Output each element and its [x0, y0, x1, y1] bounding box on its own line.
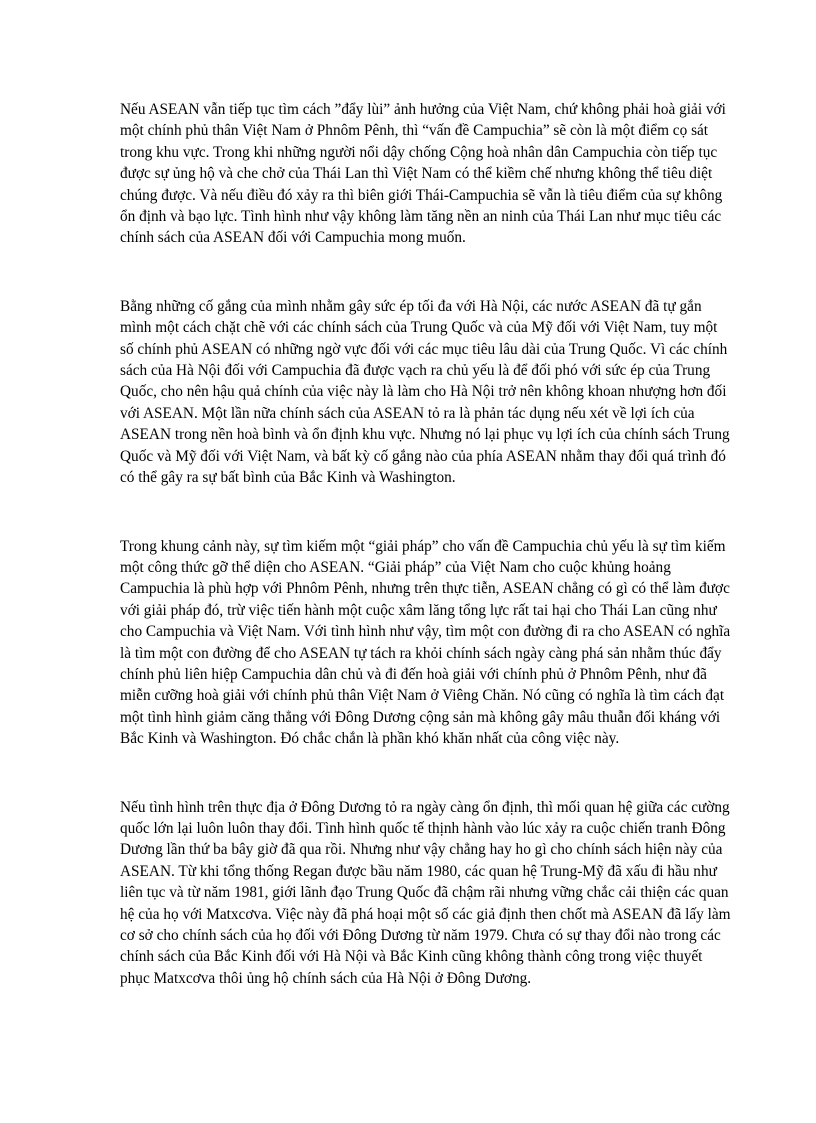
text-line: Trong khung cảnh này, sự tìm kiếm một “giải pháp” cho vấn đề Campuchia chủ yếu là sự tìm kiếm	[120, 537, 726, 555]
text-line: sách của Hà Nội đối với Campuchia đã được vạch ra chủ yếu là để đối phó với sức ép của Trung	[120, 362, 711, 380]
paragraph-1	[120, 99, 726, 249]
text-line: ASEAN. Từ khi tổng thống Regan được bầu năm 1980, các quan hệ Trung-Mỹ đã xấu đi hầu như	[120, 862, 717, 880]
text-line: ASEAN trong nền hoà bình và ổn định khu vực. Nhưng nó lại phục vụ lợi ích của chính sách Trung	[120, 426, 730, 444]
text-line: cơ sở cho chính sách của họ đối với Đông Dương từ năm 1979. Chưa có sự thay đổi nào trong các	[120, 927, 721, 944]
paragraph-2	[120, 296, 730, 489]
text-line: số chính phủ ASEAN có những ngờ vực đối với các mục tiêu lâu dài của Trung Quốc. Vì các chính	[120, 340, 728, 358]
paragraph-4	[120, 797, 731, 990]
text-line: với ASEAN. Một lần nữa chính sách của ASEAN tỏ ra là phản tác dụng nếu xét về lợi ích của	[120, 404, 695, 422]
text-line: là tìm một con đường để cho ASEAN tự tách ra khỏi chính sách ngày càng phá sản nhằm thúc đẩy	[120, 644, 722, 662]
text-line: cho Campuchia và Việt Nam. Với tình hình như vậy, tìm một con đường đi ra cho ASEAN có nghĩa	[120, 623, 731, 641]
paragraph-3	[120, 536, 731, 750]
text-line: Nếu tình hình trên thực địa ở Đông Dương tỏ ra ngày càng ổn định, thì mối quan hệ giữa các cường	[120, 798, 730, 816]
text-line: Bằng những cố gắng của mình nhằm gây sức ép tối đa với Hà Nội, các nước ASEAN đã tự gắn	[120, 297, 702, 315]
text-line: với giải pháp đó, trừ việc tiến hành một cuộc xâm lăng tổng lực rất tai hại cho Thái Lan cũng như	[120, 601, 717, 619]
text-line: chính sách của ASEAN đối với Campuchia mong muốn.	[120, 229, 466, 247]
text-line: chính phủ liên hiệp Campuchia dân chủ và đi đến hoà giải với chính phủ ở Phnôm Pênh, như đã	[120, 665, 707, 683]
text-line: một tình hình giảm căng thẳng với Đông Dương cộng sản mà không gây mâu thuẫn đối kháng với	[120, 708, 721, 726]
document-body	[120, 99, 731, 1036]
text-line: phục Matxcơva thôi ủng hộ chính sách của Hà Nội ở Đông Dương.	[120, 969, 532, 987]
text-line: liên tục và từ năm 1981, giới lãnh đạo Trung Quốc đã chậm rãi nhưng vững chắc cải thiện các quan	[120, 884, 729, 902]
text-line: Quốc, cho nên hậu quả chính của việc này là làm cho Hà Nội trở nên không khoan nhượng hơn đối	[120, 383, 727, 401]
text-line: quốc lớn lại luôn luôn thay đổi. Tình hình quốc tế thịnh hành vào lúc xảy ra cuộc chiến tranh Đông	[120, 819, 726, 837]
text-line: Dương lần thứ ba bây giờ đã qua rồi. Nhưng như vậy chẳng hay ho gì cho chính sách hiện này của	[120, 841, 723, 859]
text-line: miễn cưỡng hoà giải với chính phủ thân Việt Nam ở Viêng Chăn. Nó cũng có nghĩa là tìm cách đạt	[120, 687, 725, 705]
text-line: hệ của họ với Matxcơva. Việc này đã phá hoại một số các giả định then chốt mà ASEAN đã lấy làm	[120, 905, 731, 923]
text-line: chính sách của Bắc Kinh đối với Hà Nội và Bắc Kinh cũng không thành công trong việc thuyết	[120, 948, 703, 966]
text-line: có thể gây ra sự bất bình của Bắc Kinh và Washington.	[120, 469, 456, 487]
text-line: một chính phủ thân Việt Nam ở Phnôm Pênh, thì “vấn đề Campuchia” sẽ còn là một điểm cọ sát	[120, 122, 709, 140]
text-line: Campuchia là phù hợp với Phnôm Pênh, nhưng trên thực tiễn, ASEAN chẳng có gì có thể làm được	[120, 580, 730, 598]
text-line: được sự ủng hộ và che chở của Thái Lan thì Việt Nam có thể kiềm chế nhưng không thể tiêu diệt	[120, 165, 713, 183]
text-line: ổn định và bạo lực. Tình hình như vậy không làm tăng nền an ninh của Thái Lan như mục tiêu các	[120, 208, 722, 226]
text-line: mình một cách chặt chẽ với các chính sách của Trung Quốc và của Mỹ đối với Việt Nam, tuy một	[120, 319, 718, 337]
text-line: một công thức gỡ thể diện cho ASEAN. “Giải pháp” của Việt Nam cho cuộc khủng hoảng	[120, 558, 671, 576]
text-line: trong khu vực. Trong khi những người nổi dậy chống Cộng hoà nhân dân Campuchia còn tiếp tục	[120, 143, 718, 161]
text-line: chúng được. Và nếu điều đó xảy ra thì biên giới Thái-Campuchia sẽ vẫn là tiêu điểm của sự không	[120, 186, 723, 204]
text-line: Quốc và Mỹ đối với Việt Nam, và bất kỳ cố gắng nào của phía ASEAN nhằm thay đổi quá trình đó	[120, 447, 726, 465]
text-line: Nếu ASEAN vẫn tiếp tục tìm cách ”đẩy lùi” ảnh hưởng của Việt Nam, chứ không phải hoà giải với	[120, 101, 726, 118]
text-line: Bắc Kinh và Washington. Đó chắc chắn là phần khó khăn nhất của công việc này.	[120, 730, 620, 748]
